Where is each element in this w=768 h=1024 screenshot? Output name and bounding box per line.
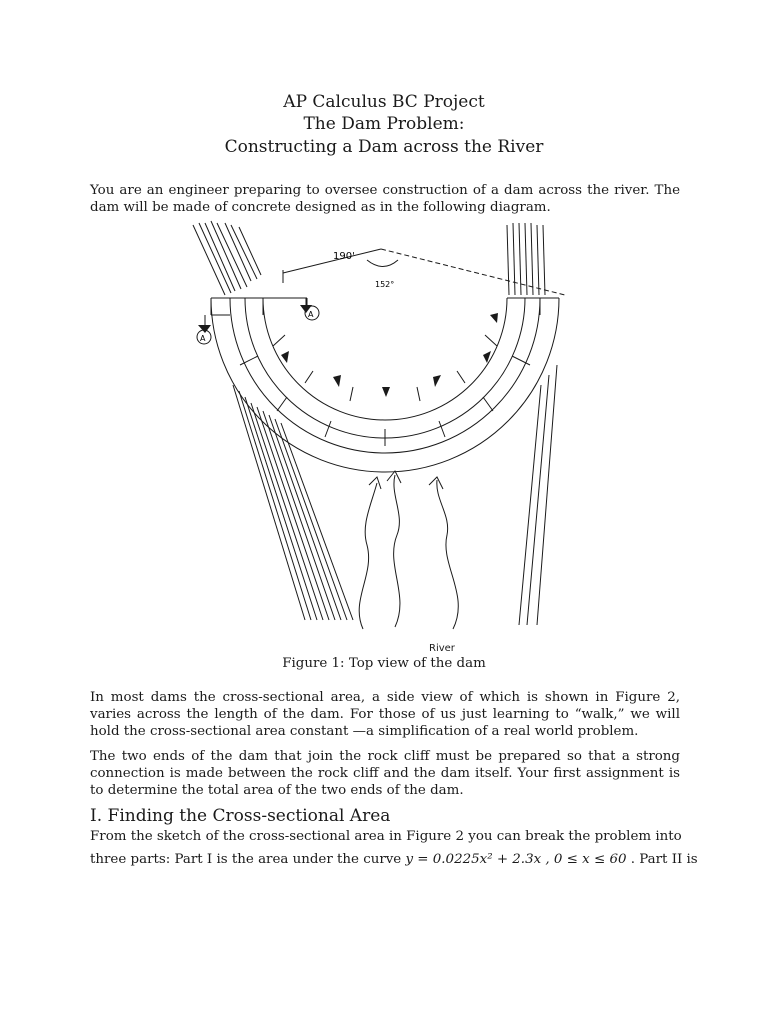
title-line-1: AP Calculus BC Project [283,92,485,112]
angle-label: 152° [375,280,395,289]
title-line-3: Constructing a Dam across the River [224,137,544,157]
river-label: River [429,643,455,654]
title-line-2: The Dam Problem: [303,114,465,134]
figure-caption: Figure 1: Top view of the dam [282,656,486,671]
body-paragraph-1: In most dams the cross-sectional area, a side view of which is shown in Figure 2, varies across the length of the dam. For those of us just learning to “walk,” we will hold the cross-sectional area constant —a simplification of a real world problem. [90,690,680,739]
section-marker-right: A [308,310,314,319]
intro-paragraph: You are an engineer preparing to oversee construction of a dam across the river. The dam will be made of concrete designed as in the following diagram. [90,183,680,215]
section-line-2-end: . Part II is [630,852,698,867]
section-marker-left: A [200,334,206,343]
cliff-hatching-top-left [193,221,261,295]
cliff-hatching-bottom-left [233,385,353,620]
section-line-2-start: three parts: Part I is the area under the curve [90,852,402,867]
body-paragraph-2: The two ends of the dam that join the rock cliff must be prepared so that a strong connection is made between the rock cliff and the dam itself. Your first assignment is to determine the total area of the two ends of the dam. [90,749,680,798]
cliff-hatching-top-right [507,223,545,295]
river-flow-arrows [359,471,458,629]
section-line-2 [90,851,698,868]
section-heading: I. Finding the Cross-sectional Area [90,806,391,826]
section-line-1: From the sketch of the cross-sectional area in Figure 2 you can break the problem into [90,829,682,844]
curve-equation: y = 0.0225x² + 2.3x , 0 ≤ x ≤ 60 [405,852,627,867]
cliff-hatching-bottom-right [519,365,557,625]
dam-top-view-figure [185,215,585,640]
length-label: 190' [333,251,355,262]
